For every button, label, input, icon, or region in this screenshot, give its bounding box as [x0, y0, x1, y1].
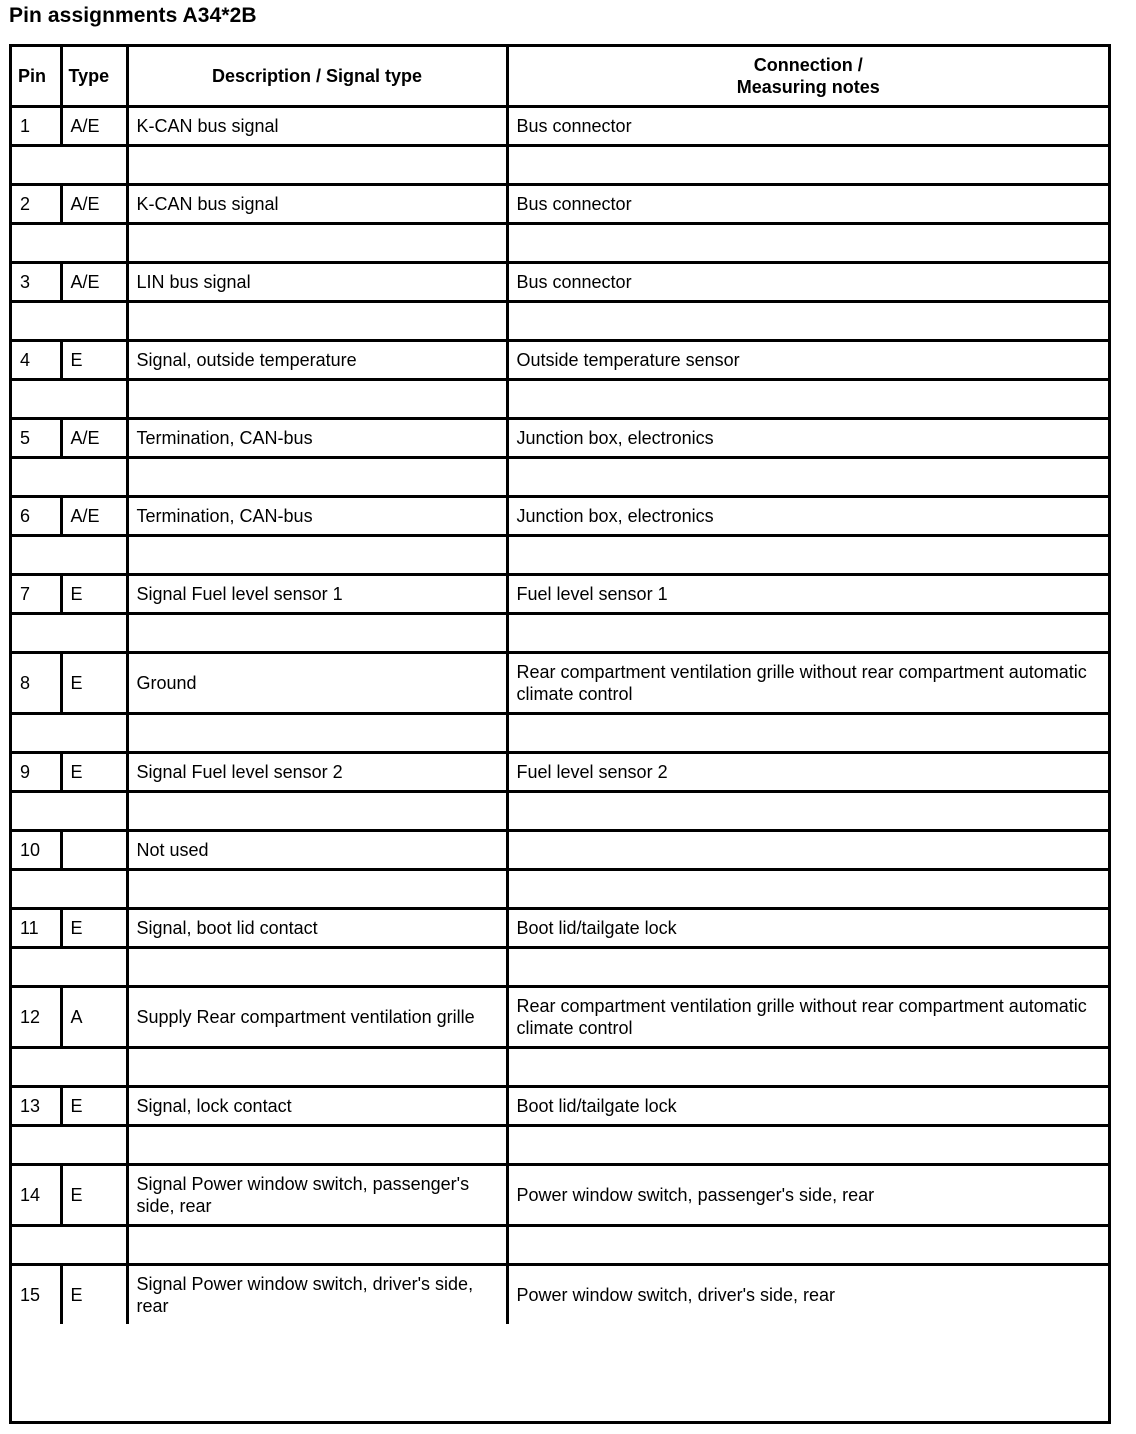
table-row — [12, 107, 1108, 146]
cell-description: Supply Rear compartment ventilation grille — [127, 987, 507, 1048]
cell-type: A/E — [61, 419, 127, 458]
table-spacer-row — [12, 792, 1108, 831]
spacer-cell — [12, 1048, 127, 1087]
cell-connection: Boot lid/tailgate lock — [507, 1087, 1108, 1126]
spacer-cell — [507, 380, 1108, 419]
spacer-cell — [127, 714, 507, 753]
cell-description: K-CAN bus signal — [127, 185, 507, 224]
spacer-cell — [507, 870, 1108, 909]
page-title: Pin assignments A34*2B — [9, 4, 257, 27]
spacer-cell — [127, 614, 507, 653]
cell-connection: Bus connector — [507, 107, 1108, 146]
spacer-cell — [12, 224, 127, 263]
cell-connection: Junction box, electronics — [507, 497, 1108, 536]
spacer-cell — [507, 948, 1108, 987]
pin-assignment-table-frame — [9, 44, 1111, 1424]
table-spacer-row — [12, 302, 1108, 341]
spacer-cell — [12, 380, 127, 419]
table-row — [12, 987, 1108, 1048]
table-spacer-row — [12, 714, 1108, 753]
cell-type — [61, 831, 127, 870]
spacer-cell — [127, 302, 507, 341]
cell-pin: 5 — [12, 419, 61, 458]
spacer-cell — [12, 1226, 127, 1265]
table-row — [12, 497, 1108, 536]
table-spacer-row — [12, 614, 1108, 653]
spacer-cell — [127, 380, 507, 419]
table-row — [12, 753, 1108, 792]
cell-description: Signal Power window switch, passenger's side, rear — [127, 1165, 507, 1226]
spacer-cell — [507, 302, 1108, 341]
cell-connection: Fuel level sensor 2 — [507, 753, 1108, 792]
cell-connection: Power window switch, driver's side, rear — [507, 1265, 1108, 1325]
cell-pin: 7 — [12, 575, 61, 614]
table-spacer-row — [12, 1048, 1108, 1087]
header-connection-line2: Measuring notes — [736, 77, 880, 97]
pin-assignment-table — [12, 47, 1108, 1324]
cell-description: Signal Fuel level sensor 1 — [127, 575, 507, 614]
header-connection-line1: Connection / — [753, 55, 863, 75]
cell-type: E — [61, 1165, 127, 1226]
header-pin: Pin — [12, 47, 61, 107]
table-header-row — [12, 47, 1108, 107]
cell-pin: 10 — [12, 831, 61, 870]
spacer-cell — [12, 948, 127, 987]
cell-connection: Bus connector — [507, 185, 1108, 224]
cell-type: E — [61, 909, 127, 948]
cell-connection: Boot lid/tailgate lock — [507, 909, 1108, 948]
spacer-cell — [127, 792, 507, 831]
cell-pin: 11 — [12, 909, 61, 948]
header-type: Type — [61, 47, 127, 107]
spacer-cell — [127, 224, 507, 263]
spacer-cell — [12, 792, 127, 831]
cell-pin: 1 — [12, 107, 61, 146]
spacer-cell — [507, 1048, 1108, 1087]
cell-pin: 13 — [12, 1087, 61, 1126]
cell-type: E — [61, 753, 127, 792]
cell-connection: Rear compartment ventilation grille without rear compartment automatic climate control — [507, 653, 1108, 714]
cell-pin: 14 — [12, 1165, 61, 1226]
cell-description: Termination, CAN-bus — [127, 419, 507, 458]
spacer-cell — [507, 1226, 1108, 1265]
table-row — [12, 419, 1108, 458]
cell-pin: 8 — [12, 653, 61, 714]
spacer-cell — [507, 458, 1108, 497]
cell-pin: 6 — [12, 497, 61, 536]
spacer-cell — [507, 714, 1108, 753]
cell-type: A/E — [61, 497, 127, 536]
cell-type: A/E — [61, 107, 127, 146]
table-row — [12, 1165, 1108, 1226]
spacer-cell — [507, 792, 1108, 831]
table-row — [12, 575, 1108, 614]
table-row — [12, 185, 1108, 224]
spacer-cell — [12, 714, 127, 753]
cell-type: A/E — [61, 263, 127, 302]
table-spacer-row — [12, 948, 1108, 987]
spacer-cell — [127, 870, 507, 909]
table-row — [12, 909, 1108, 948]
spacer-cell — [507, 1126, 1108, 1165]
cell-type: E — [61, 1265, 127, 1325]
cell-description: Signal, outside temperature — [127, 341, 507, 380]
cell-type: E — [61, 1087, 127, 1126]
cell-connection: Junction box, electronics — [507, 419, 1108, 458]
spacer-cell — [127, 458, 507, 497]
cell-description: Termination, CAN-bus — [127, 497, 507, 536]
cell-description: LIN bus signal — [127, 263, 507, 302]
table-body — [12, 47, 1108, 1324]
table-spacer-row — [12, 458, 1108, 497]
cell-description: Signal Power window switch, driver's side, rear — [127, 1265, 507, 1325]
cell-connection: Fuel level sensor 1 — [507, 575, 1108, 614]
cell-description: Ground — [127, 653, 507, 714]
cell-connection — [507, 831, 1108, 870]
spacer-cell — [507, 536, 1108, 575]
cell-pin: 4 — [12, 341, 61, 380]
spacer-cell — [127, 948, 507, 987]
cell-pin: 3 — [12, 263, 61, 302]
spacer-cell — [12, 870, 127, 909]
spacer-cell — [127, 146, 507, 185]
cell-pin: 2 — [12, 185, 61, 224]
cell-pin: 15 — [12, 1265, 61, 1325]
header-description: Description / Signal type — [127, 47, 507, 107]
cell-description: K-CAN bus signal — [127, 107, 507, 146]
table-row — [12, 1087, 1108, 1126]
cell-description: Not used — [127, 831, 507, 870]
table-spacer-row — [12, 536, 1108, 575]
cell-pin: 12 — [12, 987, 61, 1048]
table-row — [12, 831, 1108, 870]
spacer-cell — [127, 1048, 507, 1087]
cell-type: A/E — [61, 185, 127, 224]
spacer-cell — [12, 536, 127, 575]
table-spacer-row — [12, 870, 1108, 909]
table-spacer-row — [12, 1126, 1108, 1165]
table-spacer-row — [12, 146, 1108, 185]
cell-type: A — [61, 987, 127, 1048]
cell-description: Signal Fuel level sensor 2 — [127, 753, 507, 792]
cell-connection: Bus connector — [507, 263, 1108, 302]
cell-description: Signal, boot lid contact — [127, 909, 507, 948]
spacer-cell — [12, 146, 127, 185]
table-row — [12, 341, 1108, 380]
header-connection — [507, 47, 1108, 107]
table-spacer-row — [12, 224, 1108, 263]
spacer-cell — [507, 224, 1108, 263]
spacer-cell — [127, 1226, 507, 1265]
cell-type: E — [61, 341, 127, 380]
spacer-cell — [507, 146, 1108, 185]
spacer-cell — [12, 302, 127, 341]
spacer-cell — [12, 458, 127, 497]
cell-type: E — [61, 575, 127, 614]
cell-connection: Rear compartment ventilation grille without rear compartment automatic climate control — [507, 987, 1108, 1048]
spacer-cell — [12, 1126, 127, 1165]
table-row — [12, 653, 1108, 714]
table-spacer-row — [12, 380, 1108, 419]
spacer-cell — [127, 1126, 507, 1165]
cell-type: E — [61, 653, 127, 714]
spacer-cell — [12, 614, 127, 653]
cell-connection: Power window switch, passenger's side, rear — [507, 1165, 1108, 1226]
spacer-cell — [127, 536, 507, 575]
spacer-cell — [507, 614, 1108, 653]
table-spacer-row — [12, 1226, 1108, 1265]
table-row — [12, 1265, 1108, 1325]
cell-connection: Outside temperature sensor — [507, 341, 1108, 380]
cell-description: Signal, lock contact — [127, 1087, 507, 1126]
cell-pin: 9 — [12, 753, 61, 792]
table-row — [12, 263, 1108, 302]
